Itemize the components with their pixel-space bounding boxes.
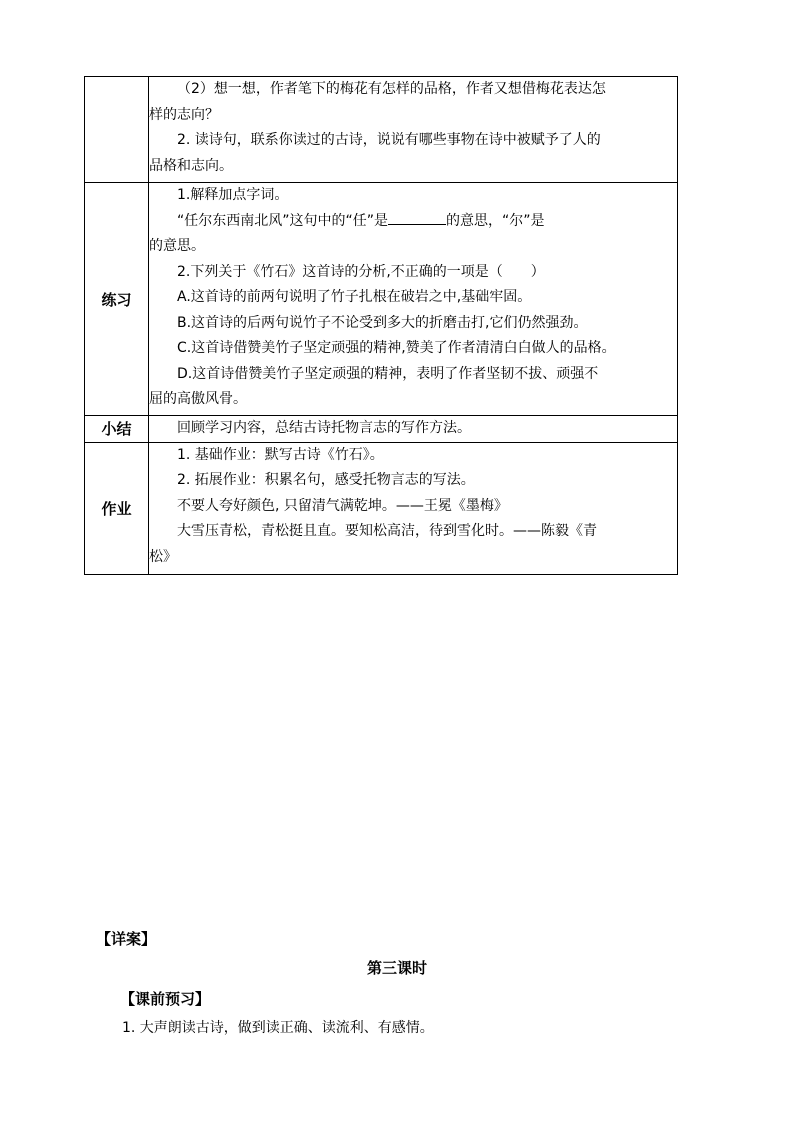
summary-text: 回顾学习内容，总结古诗托物言志的写作方法。 [177,420,471,436]
summary-cell [149,416,678,443]
fill-blank-suffix: 的意思，“尔”是 [446,212,545,229]
option-d-cont: 屈的高傲风骨。 [149,391,247,407]
option-c: C.这首诗借赞美竹子坚定顽强的精神,赞美了作者清清白白做人的品格。 [177,340,616,356]
preview-item-1: 1. 大声朗读古诗，做到读正确、读流利、有感情。 [122,1020,434,1036]
row-label-summary: 小结 [85,416,149,443]
task-2-cont: 品格和志向。 [149,157,233,174]
detailed-plan-heading: 【详案】 [96,930,157,948]
homework-basic: 1. 基础作业：默写古诗《竹石》。 [177,446,384,463]
row-label-empty [85,77,149,183]
option-a: A.这首诗的前两句说明了竹子扎根在破岩之中,基础牢固。 [177,289,532,305]
fill-blank-prefix: “任尔东西南北风”这句中的“任”是 [177,212,389,229]
question-2-cont: 样的志向？ [149,106,219,123]
row-label-practice: 练习 [85,183,149,416]
discussion-cell [149,77,678,183]
quote-qing-song-cont: 松》 [149,548,177,565]
answer-blank [388,210,446,225]
quote-qing-song: 大雪压青松，青松挺且直。要知松高洁，待到雪化时。——陈毅《青 [177,523,597,539]
option-d: D.这首诗借赞美竹子坚定顽强的精神，表明了作者坚韧不拔、顽强不 [177,365,599,382]
option-b: B.这首诗的后两句说竹子不论受到多大的折磨击打,它们仍然强劲。 [177,314,588,331]
lesson-plan-table [84,76,678,575]
table-row [85,183,678,416]
table-row [85,442,678,574]
task-2-line: 2. 读诗句，联系你读过的古诗，说说有哪些事物在诗中被赋予了人的 [177,132,601,148]
homework-cell [149,442,678,574]
table-row [85,416,678,443]
homework-extended: 2. 拓展作业：积累名句，感受托物言志的写法。 [177,472,475,488]
practice-cell [149,183,678,416]
practice-item-1: 1.解释加点字词。 [177,187,289,203]
lesson-title: 第三课时 [366,959,427,977]
preview-section-heading: 【课前预习】 [120,990,211,1008]
table-row [85,77,678,183]
practice-item-2: 2.下列关于《竹石》这首诗的分析,不正确的一项是（ ） [177,263,545,280]
row-label-homework: 作业 [85,442,149,574]
quote-mo-mei: 不要人夸好颜色, 只留清气满乾坤。——王冕《墨梅》 [177,497,508,514]
practice-fill-cont: 的意思。 [149,238,205,254]
question-2-line: （2）想一想，作者笔下的梅花有怎样的品格，作者又想借梅花表达怎 [177,81,606,97]
practice-fill-blank [149,209,677,235]
